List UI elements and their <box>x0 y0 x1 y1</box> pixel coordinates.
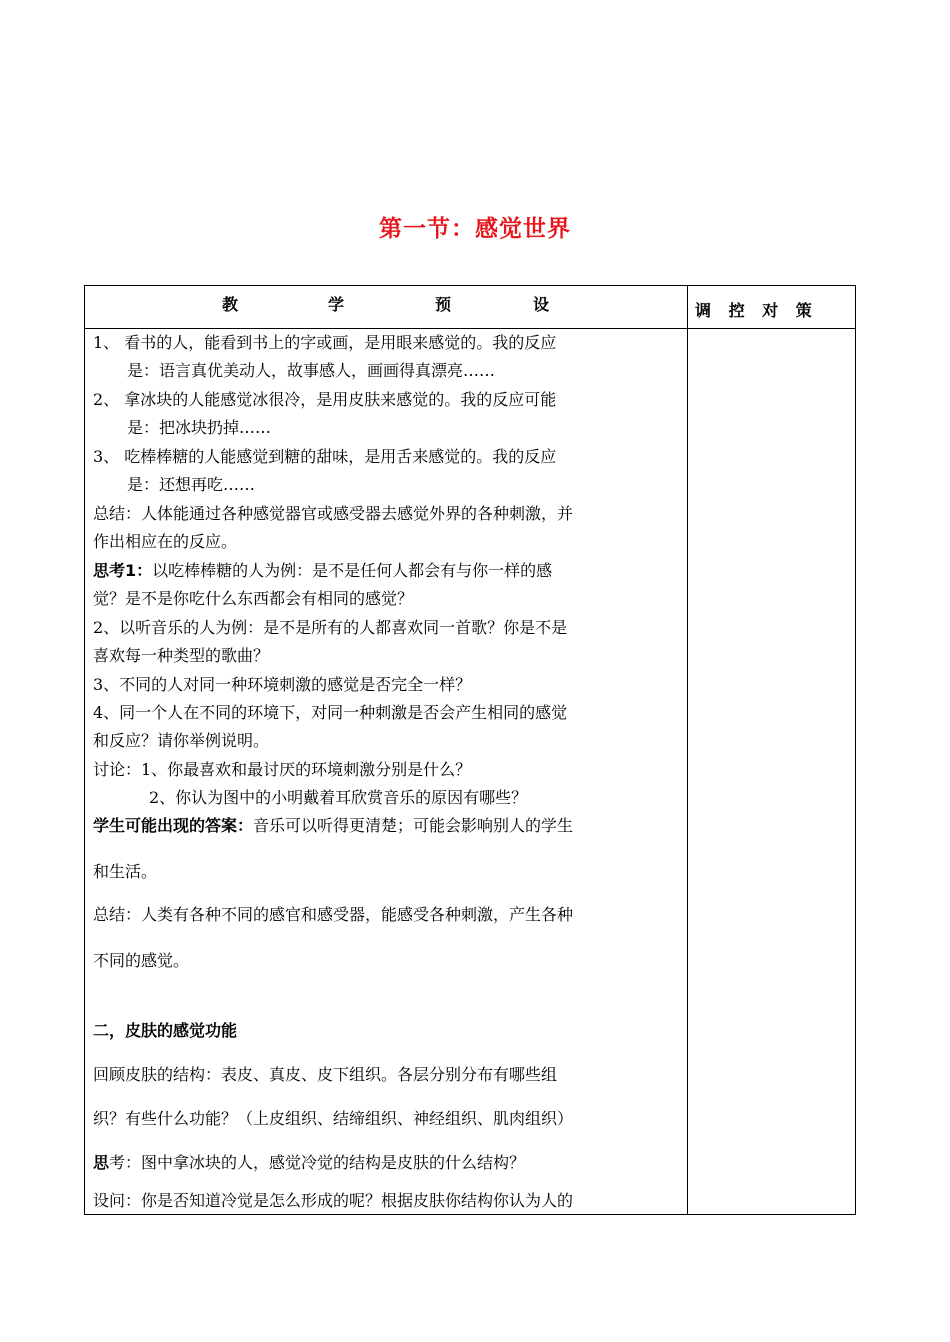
header-char: 教 <box>222 295 239 314</box>
line-text: 以吃棒棒糖的人为例：是不是任何人都会有与你一样的感 <box>152 561 553 580</box>
header-char: 预 <box>435 295 452 314</box>
text-line: 是：语言真优美动人，故事感人，画画得真漂亮…… <box>127 361 496 380</box>
column-divider <box>687 286 688 1214</box>
text-line: 织？有些什么功能？（上皮组织、结缔组织、神经组织、肌肉组织） <box>93 1109 574 1128</box>
bold-label: 二，皮肤的感觉功能 <box>93 1021 238 1040</box>
page-title: 第一节：感觉世界 <box>379 216 571 242</box>
bold-label: 思考1： <box>93 561 153 580</box>
text-line <box>93 560 552 582</box>
line-text: 考：图中拿冰块的人，感觉冷觉的结构是皮肤的什么结构？ <box>109 1153 526 1172</box>
text-line: 作出相应在的反应。 <box>93 532 238 551</box>
text-line <box>93 815 573 837</box>
header-teaching-plan <box>85 286 687 328</box>
text-line: 讨论：1、你最喜欢和最讨厌的环境刺激分别是什么？ <box>93 760 472 779</box>
text-line: 2、你认为图中的小明戴着耳欣赏音乐的原因有哪些？ <box>149 788 528 807</box>
text-line: 回顾皮肤的结构：表皮、真皮、皮下组织。各层分别分布有哪些组 <box>93 1065 558 1084</box>
text-line: 总结：人体能通过各种感觉器官或感受器去感觉外界的各种刺激，并 <box>93 504 574 523</box>
text-line: 2、 拿冰块的人能感觉冰很冷，是用皮肤来感觉的。我的反应可能 <box>93 390 557 409</box>
bold-label: 学生可能出现的答案： <box>93 816 254 835</box>
text-line: 觉？是不是你吃什么东西都会有相同的感觉？ <box>93 589 414 608</box>
section-heading <box>93 1020 237 1042</box>
text-line: 和反应？请你举例说明。 <box>93 731 270 750</box>
header-divider <box>85 328 855 329</box>
text-line: 设问：你是否知道冷觉是怎么形成的呢？根据皮肤你结构你认为人的 <box>93 1191 574 1210</box>
text-line: 不同的感觉。 <box>93 951 190 970</box>
text-line: 和生活。 <box>93 862 158 881</box>
text-line: 4、同一个人在不同的环境下，对同一种刺激是否会产生相同的感觉 <box>93 703 568 722</box>
text-line: 1、 看书的人，能看到书上的字或画，是用眼来感觉的。我的反应 <box>93 333 557 352</box>
text-line: 2、以听音乐的人为例：是不是所有的人都喜欢同一首歌？你是不是 <box>93 618 568 637</box>
text-line: 3、不同的人对同一种环境刺激的感觉是否完全一样？ <box>93 675 472 694</box>
header-char: 学 <box>328 295 345 314</box>
text-line: 是：把冰块扔掉…… <box>127 418 272 437</box>
text-line: 喜欢每一种类型的歌曲？ <box>93 646 270 665</box>
text-line: 3、 吃棒棒糖的人能感觉到糖的甜味，是用舌来感觉的。我的反应 <box>93 447 557 466</box>
header-char: 设 <box>533 295 550 314</box>
lesson-table <box>84 285 856 1215</box>
header-control-strategy: 调 控 对 策 <box>695 301 818 320</box>
text-line <box>93 1152 525 1174</box>
text-line: 总结：人类有各种不同的感官和感受器，能感受各种刺激，产生各种 <box>93 905 574 924</box>
line-text: 音乐可以听得更清楚；可能会影响别人的学生 <box>253 816 574 835</box>
bold-label: 思 <box>93 1153 110 1172</box>
text-line: 是：还想再吃…… <box>127 475 256 494</box>
